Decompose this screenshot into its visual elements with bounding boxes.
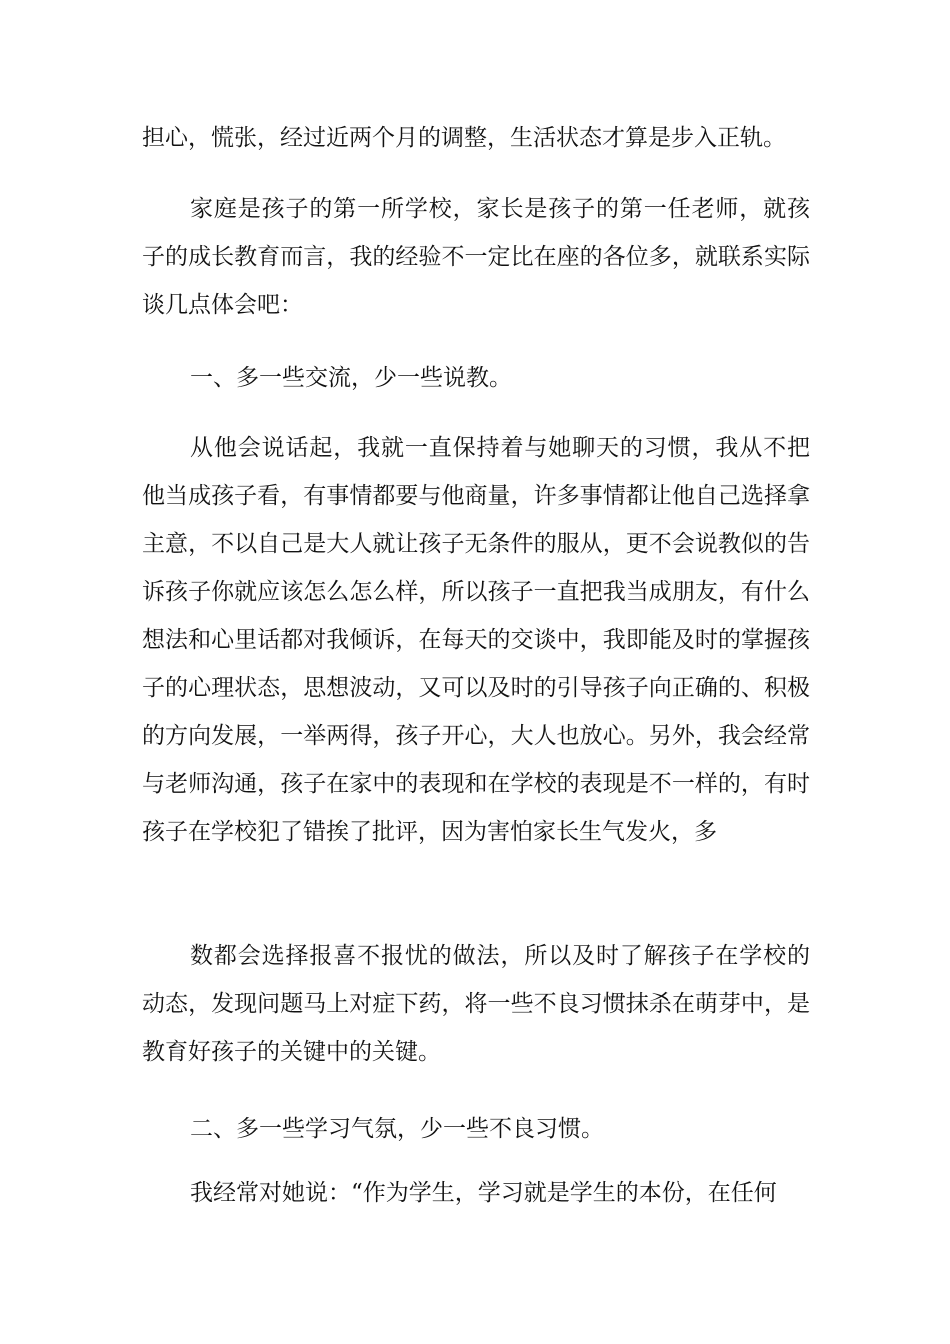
paragraph-communication: 从他会说话起，我就一直保持着与她聊天的习惯，我从不把他当成孩子看，有事情都要与他商量，许多事情都让他自己选择拿主意，不以自己是大人就让孩子无条件的服从，更不会说教似的告诉孩子你就应该怎么怎么样，所以孩子一直把我当成朋友，有什么想法和心里话都对我倾诉，在每天的交谈中，我即能及时的掌握孩子的心理状态，思想波动，又可以及时的引导孩子向正确的、积极的方向发展，一举两得，孩子开心，大人也放心。另外，我会经常与老师沟通，孩子在家中的表现和在学校的表现是不一样的，有时孩子在学校犯了错挨了批评，因为害怕家长生气发火，多 xyxy=(142,435,810,845)
paragraph-intro: 家庭是孩子的第一所学校，家长是孩子的第一任老师，就孩子的成长教育而言，我的经验不一定比在座的各位多，就联系实际谈几点体会吧： xyxy=(142,196,810,318)
paragraph-continuation: 担心，慌张，经过近两个月的调整，生活状态才算是步入正轨。 xyxy=(142,125,786,151)
section-heading-1: 一、多一些交流，少一些说教。 xyxy=(190,365,512,391)
paragraph-school-status: 数都会选择报喜不报忧的做法，所以及时了解孩子在学校的动态，发现问题马上对症下药，将一些不良习惯抹杀在萌芽中，是教育好孩子的关键中的关键。 xyxy=(142,943,810,1065)
paragraph-study: 我经常对她说：“作为学生，学习就是学生的本份，在任何 xyxy=(190,1180,777,1206)
section-heading-2: 二、多一些学习气氛，少一些不良习惯。 xyxy=(190,1116,604,1142)
